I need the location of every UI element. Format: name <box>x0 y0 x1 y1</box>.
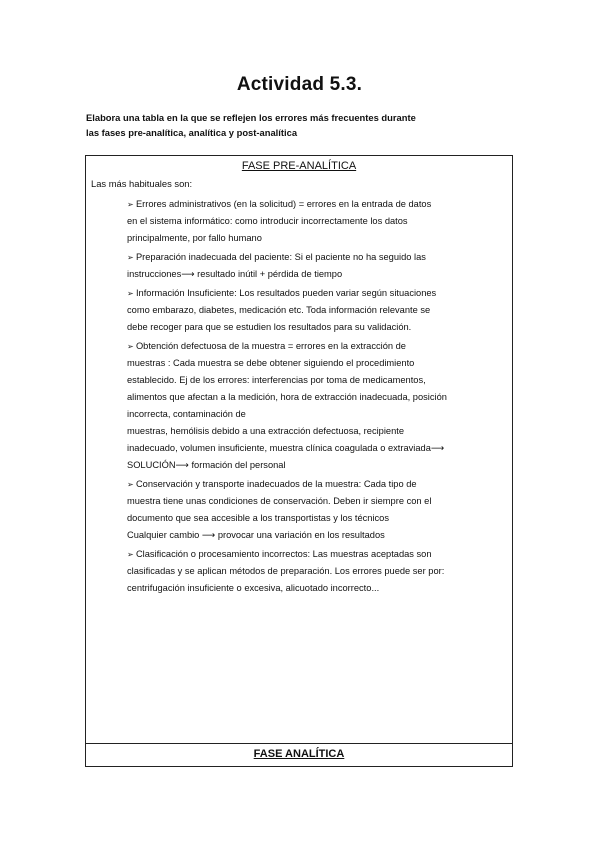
list-item-line: centrifugación insuficiente o excesiva, alicuotado incorrecto... <box>127 583 380 593</box>
list-item-line: ➢ Preparación inadecuada del paciente: Si el paciente no ha seguido las <box>127 252 426 262</box>
list-item-line: SOLUCIÓN⟶ formación del personal <box>127 460 286 470</box>
list-item-line: muestras : Cada muestra se debe obtener siguiendo el procedimiento <box>127 358 415 368</box>
list-item-line: clasificadas y se aplican métodos de preparación. Los errores puede ser por: <box>127 566 445 576</box>
list-item-line: debe recoger para que se estudien los resultados para su validación. <box>127 322 412 332</box>
arrow-bullet-icon: ➢ <box>127 342 136 351</box>
list-item-line: principalmente, por fallo humano <box>127 233 262 243</box>
list-item-line: incorrecta, contaminación de <box>127 409 246 419</box>
arrow-bullet-icon: ➢ <box>127 200 136 209</box>
list-item-line: establecido. Ej de los errores: interferencias por toma de medicamentos, <box>127 375 426 385</box>
phase-pre-analytic-title: FASE PRE-ANALÍTICA <box>241 160 357 172</box>
list-item-line: ➢ Errores administrativos (en la solicitud) = errores en la entrada de datos <box>127 199 432 209</box>
list-item <box>127 338 513 474</box>
table-row-divider <box>86 743 512 744</box>
list-item-line: inadecuado, volumen insuficiente, muestra clínica coagulada o extraviada⟶ <box>127 443 445 453</box>
list-item-line: en el sistema informático: como introducir incorrectamente los datos <box>127 216 408 226</box>
list-item-line: ➢ Obtención defectuosa de la muestra = errores en la extracción de <box>127 341 406 351</box>
list-item <box>127 546 513 597</box>
arrow-bullet-icon: ➢ <box>127 550 136 559</box>
list-item-line: como embarazo, diabetes, medicación etc. Toda información relevante se <box>127 305 431 315</box>
intro-text: Las más habituales son: <box>91 178 193 189</box>
arrow-bullet-icon: ➢ <box>127 289 136 298</box>
phase-analytic-title: FASE ANALÍTICA <box>253 748 345 760</box>
list-item-line: ➢ Conservación y transporte inadecuados de la muestra: Cada tipo de <box>127 479 417 489</box>
list-item-line: ➢ Clasificación o procesamiento incorrectos: Las muestras aceptadas son <box>127 549 432 559</box>
error-list <box>127 196 513 599</box>
list-item-line: documento que sea accesible a los transportistas y los técnicos <box>127 513 390 523</box>
instruction-text <box>86 110 526 140</box>
instruction-line: las fases pre-analítica, analítica y post-analítica <box>86 127 298 138</box>
errors-table <box>85 155 513 767</box>
page-title: Actividad 5.3. <box>236 74 363 95</box>
list-item <box>127 476 513 544</box>
list-item <box>127 249 513 283</box>
arrow-bullet-icon: ➢ <box>127 253 136 262</box>
list-item-line: muestra tiene unas condiciones de conservación. Deben ir siempre con el <box>127 496 432 506</box>
arrow-bullet-icon: ➢ <box>127 480 136 489</box>
instruction-line: Elabora una tabla en la que se reflejen los errores más frecuentes durante <box>86 112 416 123</box>
list-item-line: instrucciones⟶ resultado inútil + pérdida de tiempo <box>127 269 343 279</box>
list-item-line: Cualquier cambio ⟶ provocar una variación en los resultados <box>127 530 385 540</box>
list-item-line: muestras, hemólisis debido a una extracción defectuosa, recipiente <box>127 426 404 436</box>
list-item <box>127 196 513 247</box>
list-item-line: alimentos que afectan a la medición, hora de extracción inadecuada, posición <box>127 392 447 402</box>
list-item <box>127 285 513 336</box>
list-item-line: ➢ Información Insuficiente: Los resultados pueden variar según situaciones <box>127 288 437 298</box>
